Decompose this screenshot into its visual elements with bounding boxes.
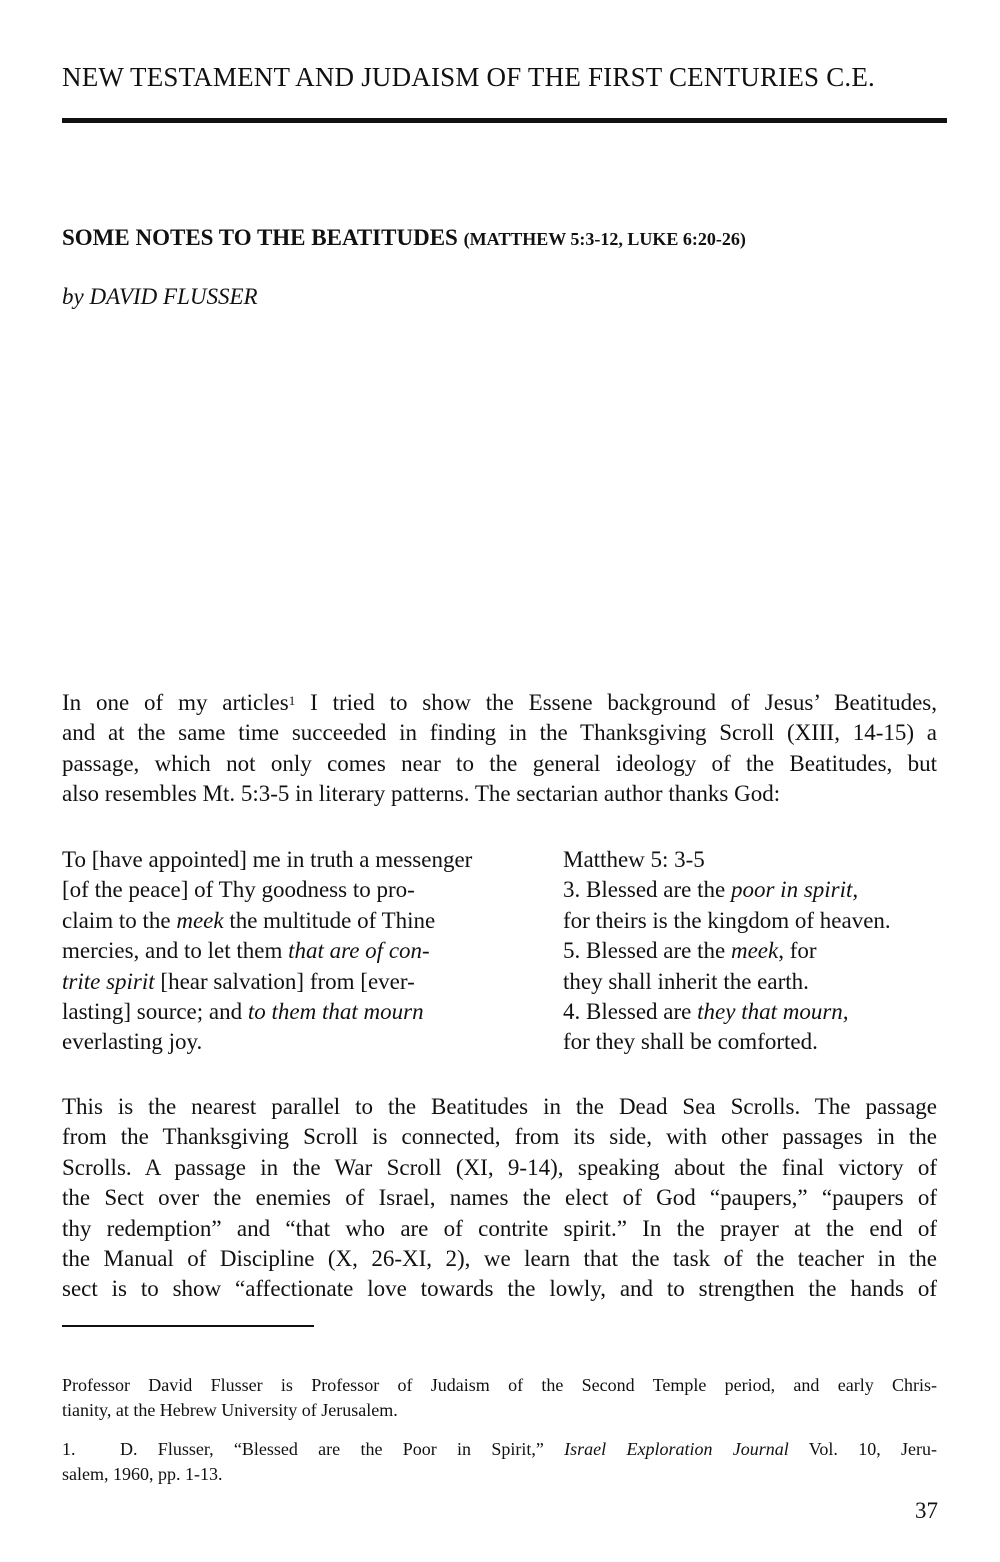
paragraph-intro xyxy=(62,688,937,810)
text-line: passage, which not only comes near to the general ideology of the Beatitudes, but xyxy=(62,750,937,776)
text-line: and at the same time succeeded in finding in the Thanksgiving Scroll (XIII, 14-15) a xyxy=(62,720,937,746)
journal-title: Israel Exploration Journal xyxy=(564,1439,789,1459)
text-line: the Sect over the enemies of Israel, names the elect of God “paupers,” “paupers of xyxy=(62,1185,937,1211)
quote-thanksgiving-scroll xyxy=(62,845,542,1058)
quote-line: 5. Blessed are the meek, for xyxy=(563,938,817,964)
quote-line: 3. Blessed are the poor in spirit, xyxy=(563,877,859,903)
article-title-text: SOME NOTES TO THE BEATITUDES xyxy=(62,225,458,250)
author-note xyxy=(62,1373,937,1422)
quote-line: mercies, and to let them that are of con- xyxy=(62,938,430,964)
text-line: sect is to show “affectionate love towards the lowly, and to strengthen the hands of xyxy=(62,1276,937,1302)
quote-line: everlasting joy. xyxy=(62,1029,203,1055)
text-line: This is the nearest parallel to the Beatitudes in the Dead Sea Scrolls. The passage xyxy=(62,1094,937,1119)
footnote-line: 1. D. Flusser, “Blessed are the Poor in Spirit,” Israel Exploration Journal Vol. 10, Jeru- xyxy=(62,1437,937,1462)
quote-line: for theirs is the kingdom of heaven. xyxy=(563,907,891,933)
quote-line: [of the peace] of Thy goodness to pro- xyxy=(62,877,415,903)
footnote-line: salem, 1960, pp. 1-13. xyxy=(62,1463,223,1484)
footnote-line: tianity, at the Hebrew University of Jerusalem. xyxy=(62,1399,398,1420)
footnote-separator xyxy=(62,1325,314,1327)
text-line: also resembles Mt. 5:3-5 in literary patterns. The sectarian author thanks God: xyxy=(62,781,781,807)
quote-line: they shall inherit the earth. xyxy=(563,968,809,994)
byline: by DAVID FLUSSER xyxy=(62,284,258,309)
quote-heading: Matthew 5: 3-5 xyxy=(563,847,705,872)
text-line: Scrolls. A passage in the War Scroll (XI, 9-14), speaking about the final victory of xyxy=(62,1154,937,1180)
text-line: from the Thanksgiving Scroll is connected, from its side, with other passages in the xyxy=(62,1124,937,1150)
text-line: In one of my articles$^1$ I tried to show the Essene background of Jesus’ Beatitudes, xyxy=(62,690,937,715)
article-title xyxy=(62,225,746,251)
quote-line: 4. Blessed are they that mourn, xyxy=(563,999,849,1025)
footnote-ref: 1 xyxy=(288,693,296,708)
text-line: the Manual of Discipline (X, 26-XI, 2), we learn that the task of the teacher in the xyxy=(62,1246,937,1272)
header-rule xyxy=(62,118,947,123)
page-number: 37 xyxy=(915,1498,938,1523)
quote-line: claim to the meek the multitude of Thine xyxy=(62,907,436,933)
quote-matthew xyxy=(563,845,948,1058)
paragraph-parallels xyxy=(62,1092,937,1305)
quote-line: lasting] source; and to them that mourn xyxy=(62,999,424,1025)
quote-line: trite spirit [hear salvation] from [ever- xyxy=(62,968,415,994)
quote-line: To [have appointed] me in truth a messenger xyxy=(62,847,473,872)
footnote-number: 1. xyxy=(62,1439,76,1459)
article-title-reference: (MATTHEW 5:3-12, LUKE 6:20-26) xyxy=(463,229,746,249)
footnote-line: Professor David Flusser is Professor of Judaism of the Second Temple period, and early Chris- xyxy=(62,1375,937,1395)
quote-line: for they shall be comforted. xyxy=(563,1029,818,1055)
footnote-1 xyxy=(62,1437,937,1486)
running-head: NEW TESTAMENT AND JUDAISM OF THE FIRST CENTURIES C.E. xyxy=(62,62,876,92)
text-line: thy redemption” and “that who are of contrite spirit.” In the prayer at the end of xyxy=(62,1215,937,1241)
